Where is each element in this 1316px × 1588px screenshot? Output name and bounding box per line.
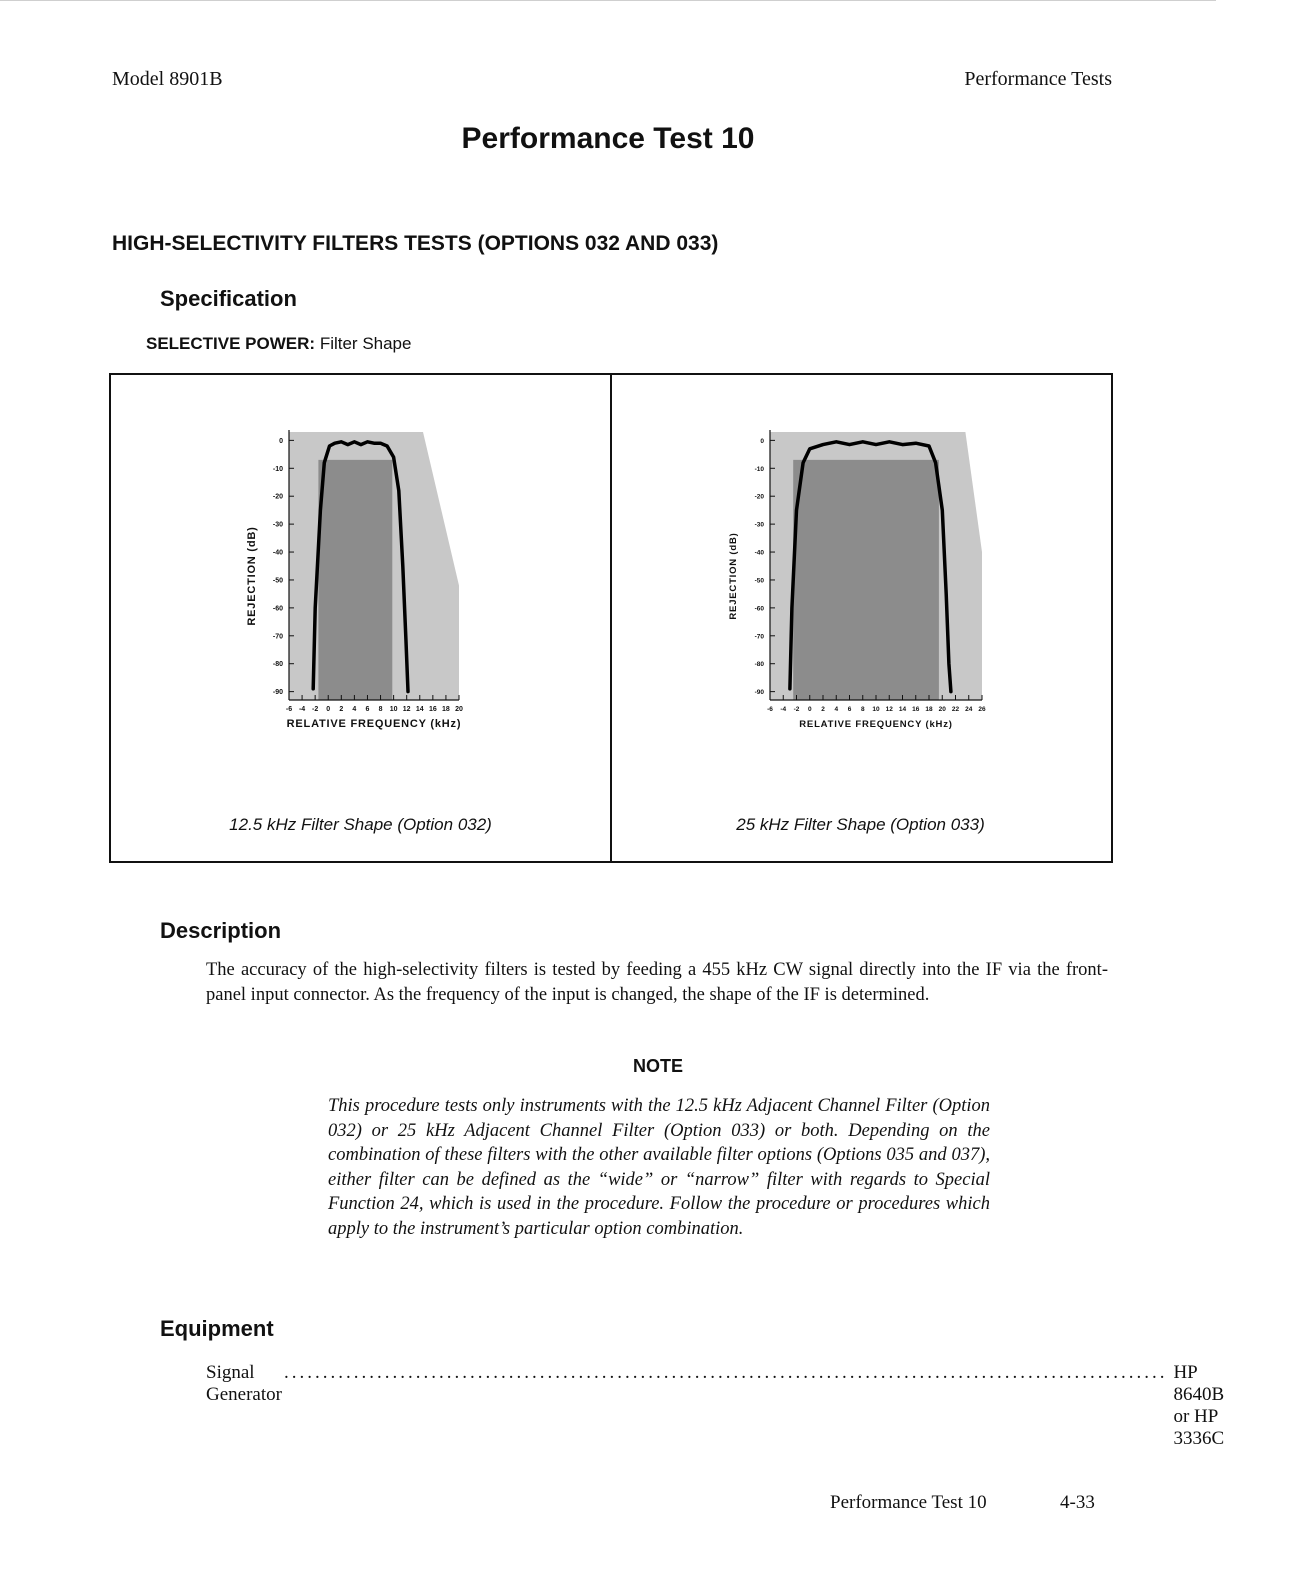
x-tick-label: 8	[860, 706, 865, 713]
y-tick-label: -70	[272, 633, 283, 641]
specification-label: SELECTIVE POWER:	[146, 334, 316, 353]
x-tick-label: 4	[834, 706, 839, 713]
x-tick-label: -6	[767, 706, 773, 713]
figure-panel-option-033	[612, 375, 1111, 861]
y-tick-label: 0	[279, 437, 283, 445]
note-label: NOTE	[632, 1056, 683, 1076]
x-tick-label: 0	[326, 706, 331, 713]
y-axis-label: REJECTION (dB)	[246, 526, 258, 626]
y-tick-label: -20	[272, 493, 283, 501]
x-tick-label: 16	[912, 706, 920, 713]
equipment-model: HP 8640B or HP 3336C	[1173, 1362, 1225, 1449]
x-tick-label: 20	[938, 706, 946, 713]
x-tick-label: 24	[965, 706, 973, 713]
x-tick-label: 12	[402, 706, 411, 713]
y-tick-label: -60	[272, 605, 283, 613]
y-tick-label: -10	[754, 465, 764, 473]
section-title: HIGH-SELECTIVITY FILTERS TESTS (OPTIONS 032 AND 033)	[112, 232, 719, 255]
x-tick-label: 10	[389, 706, 398, 713]
inner-limit-mask	[318, 460, 392, 700]
equipment-row	[206, 1362, 1225, 1450]
x-tick-label: 22	[951, 706, 960, 713]
filter-shape-chart-032	[111, 375, 610, 795]
footer-section: Performance Test 10	[830, 1492, 987, 1513]
y-tick-label: -90	[272, 689, 283, 697]
x-tick-label: -2	[312, 706, 319, 713]
x-tick-label: 26	[978, 706, 986, 713]
x-tick-label: 14	[898, 706, 907, 713]
x-tick-label: 2	[821, 706, 825, 713]
x-axis-label: RELATIVE FREQUENCY (kHz)	[799, 719, 953, 730]
x-tick-label: 6	[847, 706, 852, 713]
specification-value: Filter Shape	[319, 334, 412, 353]
y-tick-label: -30	[272, 521, 283, 529]
x-tick-label: 14	[415, 706, 424, 713]
y-tick-label: -30	[754, 521, 764, 529]
x-tick-label: 8	[378, 706, 383, 713]
y-tick-label: -60	[754, 605, 764, 613]
x-tick-label: -4	[298, 706, 306, 713]
y-tick-label: -80	[272, 661, 283, 669]
y-axis-label: REJECTION (dB)	[728, 532, 739, 620]
description-heading: Description	[160, 918, 282, 943]
x-tick-label: -4	[780, 706, 787, 713]
x-tick-label: 2	[339, 706, 344, 713]
figure-panel-option-032	[111, 375, 610, 861]
x-tick-label: 18	[925, 706, 933, 713]
specification-line	[146, 334, 411, 354]
x-tick-label: 4	[352, 706, 357, 713]
x-tick-label: 12	[885, 706, 893, 713]
x-axis-label: RELATIVE FREQUENCY (kHz)	[286, 718, 462, 730]
header-section: Performance Tests	[964, 68, 1112, 90]
x-tick-label: 10	[872, 706, 880, 713]
filter-shape-chart-033	[612, 375, 1109, 795]
y-tick-label: -10	[272, 465, 283, 473]
y-tick-label: -70	[754, 633, 764, 641]
equipment-heading: Equipment	[160, 1316, 274, 1341]
x-tick-label: 6	[365, 706, 370, 713]
x-tick-label: 0	[807, 706, 812, 713]
specification-heading: Specification	[160, 286, 297, 311]
page-title: Performance Test 10	[461, 122, 755, 155]
y-tick-label: 0	[760, 437, 764, 445]
y-tick-label: -80	[754, 661, 764, 669]
y-tick-label: -40	[754, 549, 764, 557]
y-tick-label: -50	[754, 577, 764, 585]
top-rule	[0, 0, 1216, 1]
x-tick-label: -6	[285, 706, 293, 713]
description-body: The accuracy of the high-selectivity filters is tested by feeding a 455 kHz CW signal directly into the IF via the front-panel input connector. As the frequency of the input is changed, the shape of the IF is determined.	[206, 960, 1108, 1005]
note-body: This procedure tests only instruments with the 12.5 kHz Adjacent Channel Filter (Option 032) or 25 kHz Adjacent Channel Filter (Option 033) or both. Depending on the combination of these filters with the other available filter options (Options 035 and 037), either filter can be defined as the “wide” or “narrow” filter with regards to Special Function 24, which is used in the procedure. Follow the procedure or procedures which apply to the instrument’s particular option combination.	[328, 1096, 990, 1239]
x-tick-label: 18	[442, 706, 450, 713]
equipment-name: Signal Generator	[206, 1362, 282, 1405]
y-tick-label: -90	[754, 689, 764, 697]
footer-page: 4-33	[1060, 1492, 1095, 1513]
figure-caption-033: 25 kHz Filter Shape (Option 033)	[736, 815, 985, 834]
y-tick-label: -20	[754, 493, 764, 501]
inner-limit-mask	[793, 460, 939, 700]
x-tick-label: 16	[428, 706, 437, 713]
x-tick-label: 20	[455, 706, 463, 713]
x-tick-label: -2	[793, 706, 800, 713]
y-tick-label: -50	[272, 577, 283, 585]
header-model: Model 8901B	[112, 68, 223, 90]
y-tick-label: -40	[272, 549, 283, 557]
figure-caption-032: 12.5 kHz Filter Shape (Option 032)	[229, 815, 492, 834]
dot-leader: ..................................................................................................................	[283, 1362, 1168, 1383]
figure-box	[109, 373, 1113, 863]
